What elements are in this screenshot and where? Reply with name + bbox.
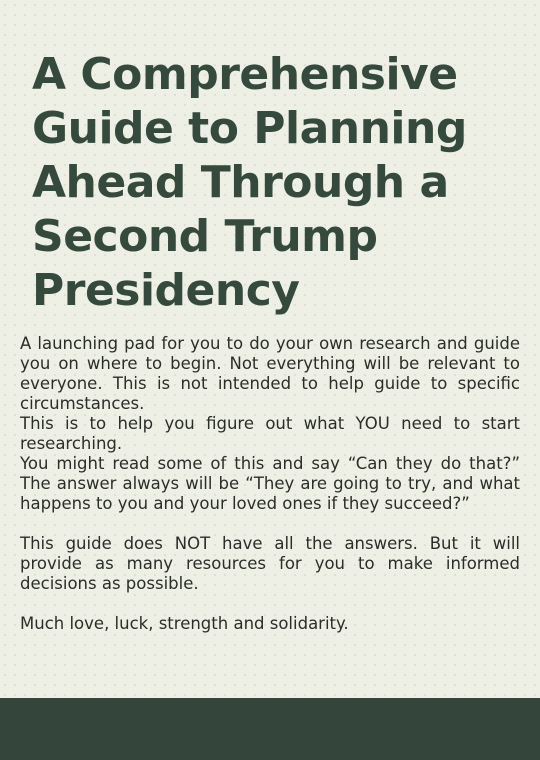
intro-text-block — [20, 334, 520, 634]
intro-paragraph-research: This is to help you figure out what YOU need to start researching. — [20, 414, 520, 453]
footer-band — [0, 698, 540, 760]
guide-title: A Comprehensive Guide to Planning Ahead Through a Second Trump Presidency — [32, 49, 467, 316]
disclaimer-paragraph: This guide does NOT have all the answers. But it will provide as many resources for you to make informed decisions as possible. — [20, 534, 520, 593]
paragraph-spacer — [20, 594, 520, 614]
paragraph-spacer — [20, 514, 520, 534]
signoff-line: Much love, luck, strength and solidarity. — [20, 614, 349, 633]
intro-paragraph-purpose: A launching pad for you to do your own research and guide you on where to begin. Not everything will be relevant to everyone. This is not intended to help guide to specific circumstances. — [20, 334, 520, 413]
intro-paragraph-can-they: You might read some of this and say “Can they do that?” The answer always will be “They are going to try, and what happens to you and your loved ones if they succeed?” — [20, 454, 520, 513]
